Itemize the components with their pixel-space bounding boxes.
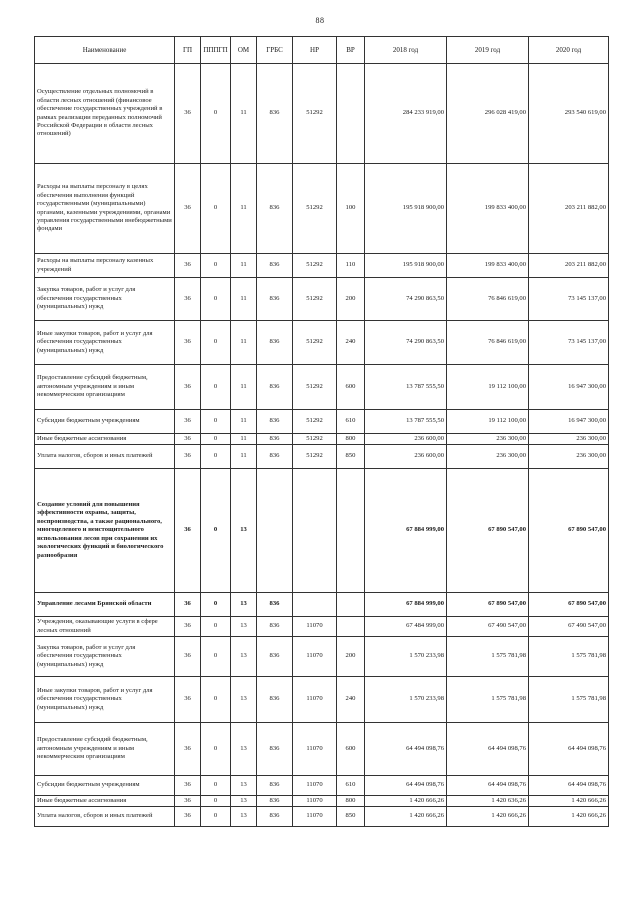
cell-y2018: 1 570 233,98 bbox=[365, 677, 447, 723]
table-row bbox=[35, 434, 609, 445]
column-header-ppgp: ПППГП bbox=[201, 37, 231, 64]
cell-om: 11 bbox=[231, 410, 257, 434]
cell-y2020: 67 890 547,00 bbox=[529, 593, 609, 617]
column-header-2019: 2019 год bbox=[447, 37, 529, 64]
cell-ppgp: 0 bbox=[201, 617, 231, 637]
cell-nr bbox=[293, 593, 337, 617]
cell-y2020: 67 490 547,00 bbox=[529, 617, 609, 637]
cell-ppgp: 0 bbox=[201, 278, 231, 321]
cell-gp: 36 bbox=[175, 164, 201, 254]
cell-om: 11 bbox=[231, 321, 257, 365]
cell-y2020: 64 494 098,76 bbox=[529, 776, 609, 796]
cell-om: 11 bbox=[231, 434, 257, 445]
cell-om: 13 bbox=[231, 723, 257, 776]
cell-gp: 36 bbox=[175, 617, 201, 637]
cell-y2018: 1 420 666,26 bbox=[365, 796, 447, 807]
cell-om: 13 bbox=[231, 796, 257, 807]
cell-name: Расходы на выплаты персоналу в целях обеспечения выполнения функций государственными (муниципальными) органами, казенными учреждениями, органами управления государственными внебюджетными фондами bbox=[35, 164, 175, 254]
cell-grbs: 836 bbox=[257, 64, 293, 164]
cell-grbs: 836 bbox=[257, 593, 293, 617]
cell-gp: 36 bbox=[175, 776, 201, 796]
cell-vr: 200 bbox=[337, 637, 365, 677]
cell-name: Субсидии бюджетным учреждениям bbox=[35, 410, 175, 434]
column-header-name: Наименование bbox=[35, 37, 175, 64]
cell-y2018: 1 420 666,26 bbox=[365, 807, 447, 827]
cell-y2019: 236 300,00 bbox=[447, 445, 529, 469]
table-row bbox=[35, 723, 609, 776]
cell-y2019: 199 833 400,00 bbox=[447, 164, 529, 254]
cell-name: Уплата налогов, сборов и иных платежей bbox=[35, 445, 175, 469]
cell-y2018: 64 494 098,76 bbox=[365, 776, 447, 796]
cell-gp: 36 bbox=[175, 254, 201, 278]
column-header-om: ОМ bbox=[231, 37, 257, 64]
cell-vr bbox=[337, 593, 365, 617]
cell-y2018: 67 884 999,00 bbox=[365, 469, 447, 593]
cell-gp: 36 bbox=[175, 434, 201, 445]
cell-ppgp: 0 bbox=[201, 434, 231, 445]
cell-gp: 36 bbox=[175, 64, 201, 164]
column-header-grbs: ГРБС bbox=[257, 37, 293, 64]
cell-y2019: 1 575 781,98 bbox=[447, 637, 529, 677]
cell-y2019: 64 494 098,76 bbox=[447, 723, 529, 776]
cell-ppgp: 0 bbox=[201, 445, 231, 469]
cell-nr: 51292 bbox=[293, 164, 337, 254]
cell-vr: 240 bbox=[337, 677, 365, 723]
cell-gp: 36 bbox=[175, 796, 201, 807]
cell-y2018: 67 884 999,00 bbox=[365, 593, 447, 617]
cell-vr: 800 bbox=[337, 434, 365, 445]
column-header-nr: НР bbox=[293, 37, 337, 64]
cell-nr: 51292 bbox=[293, 445, 337, 469]
cell-name: Управление лесами Брянской области bbox=[35, 593, 175, 617]
cell-gp: 36 bbox=[175, 723, 201, 776]
cell-ppgp: 0 bbox=[201, 365, 231, 410]
cell-vr: 610 bbox=[337, 410, 365, 434]
cell-y2018: 236 600,00 bbox=[365, 445, 447, 469]
table-row bbox=[35, 445, 609, 469]
cell-ppgp: 0 bbox=[201, 723, 231, 776]
cell-vr: 100 bbox=[337, 164, 365, 254]
cell-y2020: 73 145 137,00 bbox=[529, 321, 609, 365]
cell-y2019: 76 846 619,00 bbox=[447, 278, 529, 321]
cell-name: Предоставление субсидий бюджетным, автономным учреждениям и иным некоммерческим организациям bbox=[35, 723, 175, 776]
cell-vr bbox=[337, 64, 365, 164]
cell-y2020: 293 540 619,00 bbox=[529, 64, 609, 164]
cell-name: Субсидии бюджетным учреждениям bbox=[35, 776, 175, 796]
cell-gp: 36 bbox=[175, 637, 201, 677]
cell-grbs: 836 bbox=[257, 776, 293, 796]
cell-grbs: 836 bbox=[257, 434, 293, 445]
cell-vr bbox=[337, 469, 365, 593]
cell-ppgp: 0 bbox=[201, 776, 231, 796]
cell-om: 13 bbox=[231, 677, 257, 723]
cell-y2020: 1 420 666,26 bbox=[529, 807, 609, 827]
cell-om: 11 bbox=[231, 278, 257, 321]
cell-y2018: 236 600,00 bbox=[365, 434, 447, 445]
table-row bbox=[35, 278, 609, 321]
cell-y2020: 1 575 781,98 bbox=[529, 637, 609, 677]
cell-grbs: 836 bbox=[257, 164, 293, 254]
cell-vr: 800 bbox=[337, 796, 365, 807]
header-row bbox=[35, 37, 609, 64]
cell-y2019: 64 494 098,76 bbox=[447, 776, 529, 796]
cell-nr bbox=[293, 469, 337, 593]
cell-y2019: 67 490 547,00 bbox=[447, 617, 529, 637]
cell-grbs bbox=[257, 469, 293, 593]
cell-y2019: 199 833 400,00 bbox=[447, 254, 529, 278]
cell-nr: 51292 bbox=[293, 410, 337, 434]
cell-gp: 36 bbox=[175, 278, 201, 321]
cell-om: 13 bbox=[231, 469, 257, 593]
cell-om: 13 bbox=[231, 776, 257, 796]
cell-name: Учреждения, оказывающие услуги в сфере лесных отношений bbox=[35, 617, 175, 637]
cell-name: Закупка товаров, работ и услуг для обеспечения государственных (муниципальных) нужд bbox=[35, 637, 175, 677]
cell-y2020: 203 211 882,00 bbox=[529, 164, 609, 254]
cell-nr: 11070 bbox=[293, 637, 337, 677]
cell-ppgp: 0 bbox=[201, 469, 231, 593]
table-row bbox=[35, 469, 609, 593]
cell-vr bbox=[337, 617, 365, 637]
cell-ppgp: 0 bbox=[201, 796, 231, 807]
cell-y2020: 1 420 666,26 bbox=[529, 796, 609, 807]
cell-ppgp: 0 bbox=[201, 677, 231, 723]
cell-grbs: 836 bbox=[257, 278, 293, 321]
budget-table bbox=[34, 36, 609, 827]
cell-y2018: 74 290 863,50 bbox=[365, 278, 447, 321]
cell-y2019: 296 028 419,00 bbox=[447, 64, 529, 164]
page-number: 88 bbox=[315, 16, 325, 25]
cell-grbs: 836 bbox=[257, 723, 293, 776]
cell-grbs: 836 bbox=[257, 445, 293, 469]
cell-ppgp: 0 bbox=[201, 254, 231, 278]
cell-om: 11 bbox=[231, 254, 257, 278]
cell-y2018: 1 570 233,98 bbox=[365, 637, 447, 677]
cell-name: Уплата налогов, сборов и иных платежей bbox=[35, 807, 175, 827]
cell-y2018: 13 787 555,50 bbox=[365, 365, 447, 410]
table-row bbox=[35, 796, 609, 807]
column-header-vr: ВР bbox=[337, 37, 365, 64]
cell-ppgp: 0 bbox=[201, 64, 231, 164]
cell-gp: 36 bbox=[175, 593, 201, 617]
cell-y2020: 1 575 781,98 bbox=[529, 677, 609, 723]
cell-y2018: 284 233 919,00 bbox=[365, 64, 447, 164]
cell-om: 13 bbox=[231, 617, 257, 637]
cell-nr: 11070 bbox=[293, 617, 337, 637]
column-header-2018: 2018 год bbox=[365, 37, 447, 64]
table-row bbox=[35, 677, 609, 723]
cell-om: 11 bbox=[231, 445, 257, 469]
table-row bbox=[35, 617, 609, 637]
cell-y2019: 19 112 100,00 bbox=[447, 410, 529, 434]
cell-ppgp: 0 bbox=[201, 321, 231, 365]
cell-nr: 11070 bbox=[293, 796, 337, 807]
cell-nr: 51292 bbox=[293, 365, 337, 410]
cell-name: Иные бюджетные ассигнования bbox=[35, 434, 175, 445]
cell-vr: 850 bbox=[337, 807, 365, 827]
cell-vr: 610 bbox=[337, 776, 365, 796]
table-row bbox=[35, 637, 609, 677]
cell-y2018: 74 290 863,50 bbox=[365, 321, 447, 365]
cell-nr: 51292 bbox=[293, 278, 337, 321]
cell-name: Иные бюджетные ассигнования bbox=[35, 796, 175, 807]
cell-om: 13 bbox=[231, 637, 257, 677]
cell-nr: 11070 bbox=[293, 776, 337, 796]
cell-grbs: 836 bbox=[257, 807, 293, 827]
cell-y2019: 236 300,00 bbox=[447, 434, 529, 445]
cell-gp: 36 bbox=[175, 807, 201, 827]
cell-name: Создание условий для повышения эффективности охраны, защиты, воспроизводства, а также рационального, многоцелевого и неистощительного использования лесов при сохранении их экологических функций и биологического разнообразия bbox=[35, 469, 175, 593]
cell-grbs: 836 bbox=[257, 677, 293, 723]
cell-ppgp: 0 bbox=[201, 637, 231, 677]
cell-y2019: 1 420 636,26 bbox=[447, 796, 529, 807]
cell-y2019: 76 846 619,00 bbox=[447, 321, 529, 365]
cell-ppgp: 0 bbox=[201, 807, 231, 827]
cell-name: Расходы на выплаты персоналу казенных учреждений bbox=[35, 254, 175, 278]
cell-om: 11 bbox=[231, 64, 257, 164]
cell-gp: 36 bbox=[175, 445, 201, 469]
cell-y2018: 13 787 555,50 bbox=[365, 410, 447, 434]
cell-name: Предоставление субсидий бюджетным, автономным учреждениям и иным некоммерческим организациям bbox=[35, 365, 175, 410]
cell-grbs: 836 bbox=[257, 410, 293, 434]
cell-y2018: 64 494 098,76 bbox=[365, 723, 447, 776]
cell-om: 13 bbox=[231, 593, 257, 617]
cell-y2020: 67 890 547,00 bbox=[529, 469, 609, 593]
table-row bbox=[35, 164, 609, 254]
cell-y2018: 195 918 900,00 bbox=[365, 254, 447, 278]
cell-y2020: 236 300,00 bbox=[529, 434, 609, 445]
cell-name: Иные закупки товаров, работ и услуг для обеспечения государственных (муниципальных) нужд bbox=[35, 677, 175, 723]
cell-y2019: 67 890 547,00 bbox=[447, 593, 529, 617]
cell-gp: 36 bbox=[175, 321, 201, 365]
column-header-gp: ГП bbox=[175, 37, 201, 64]
table-row bbox=[35, 64, 609, 164]
cell-grbs: 836 bbox=[257, 365, 293, 410]
cell-vr: 600 bbox=[337, 723, 365, 776]
column-header-2020: 2020 год bbox=[529, 37, 609, 64]
cell-grbs: 836 bbox=[257, 321, 293, 365]
cell-grbs: 836 bbox=[257, 796, 293, 807]
cell-y2020: 236 300,00 bbox=[529, 445, 609, 469]
cell-om: 11 bbox=[231, 164, 257, 254]
table-row bbox=[35, 321, 609, 365]
cell-gp: 36 bbox=[175, 677, 201, 723]
cell-vr: 110 bbox=[337, 254, 365, 278]
cell-y2020: 73 145 137,00 bbox=[529, 278, 609, 321]
cell-nr: 51292 bbox=[293, 434, 337, 445]
cell-y2020: 16 947 300,00 bbox=[529, 410, 609, 434]
cell-gp: 36 bbox=[175, 410, 201, 434]
cell-om: 11 bbox=[231, 365, 257, 410]
cell-vr: 600 bbox=[337, 365, 365, 410]
cell-ppgp: 0 bbox=[201, 164, 231, 254]
table-row bbox=[35, 254, 609, 278]
cell-name: Иные закупки товаров, работ и услуг для обеспечения государственных (муниципальных) нужд bbox=[35, 321, 175, 365]
cell-nr: 11070 bbox=[293, 677, 337, 723]
cell-y2019: 67 890 547,00 bbox=[447, 469, 529, 593]
table-row bbox=[35, 365, 609, 410]
cell-y2019: 19 112 100,00 bbox=[447, 365, 529, 410]
cell-nr: 11070 bbox=[293, 723, 337, 776]
cell-nr: 51292 bbox=[293, 64, 337, 164]
cell-name: Закупка товаров, работ и услуг для обеспечения государственных (муниципальных) нужд bbox=[35, 278, 175, 321]
cell-y2020: 203 211 882,00 bbox=[529, 254, 609, 278]
cell-y2020: 64 494 098,76 bbox=[529, 723, 609, 776]
table-body bbox=[35, 64, 609, 827]
cell-grbs: 836 bbox=[257, 637, 293, 677]
cell-nr: 51292 bbox=[293, 321, 337, 365]
cell-y2018: 67 484 999,00 bbox=[365, 617, 447, 637]
table-row bbox=[35, 776, 609, 796]
cell-y2019: 1 420 666,26 bbox=[447, 807, 529, 827]
cell-gp: 36 bbox=[175, 365, 201, 410]
cell-grbs: 836 bbox=[257, 254, 293, 278]
table-row bbox=[35, 807, 609, 827]
table-row bbox=[35, 593, 609, 617]
cell-vr: 850 bbox=[337, 445, 365, 469]
cell-grbs: 836 bbox=[257, 617, 293, 637]
cell-y2020: 16 947 300,00 bbox=[529, 365, 609, 410]
cell-ppgp: 0 bbox=[201, 593, 231, 617]
table-row bbox=[35, 410, 609, 434]
cell-gp: 36 bbox=[175, 469, 201, 593]
cell-nr: 51292 bbox=[293, 254, 337, 278]
cell-y2019: 1 575 781,98 bbox=[447, 677, 529, 723]
cell-om: 13 bbox=[231, 807, 257, 827]
cell-nr: 11070 bbox=[293, 807, 337, 827]
cell-vr: 240 bbox=[337, 321, 365, 365]
cell-vr: 200 bbox=[337, 278, 365, 321]
cell-y2018: 195 918 900,00 bbox=[365, 164, 447, 254]
cell-name: Осуществление отдельных полномочий в области лесных отношений (финансовое обеспечение государственных учреждений в рамках реализации переданных полномочий Российской Федерации в области лесных отношений) bbox=[35, 64, 175, 164]
cell-ppgp: 0 bbox=[201, 410, 231, 434]
